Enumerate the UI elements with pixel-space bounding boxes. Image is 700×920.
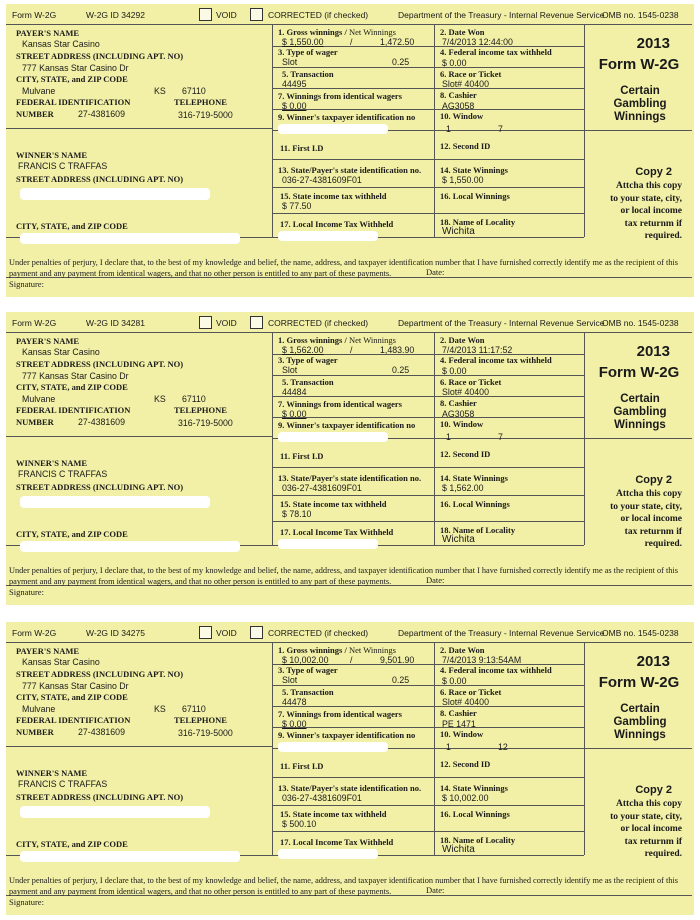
wager-type: Slot xyxy=(282,57,298,67)
redacted-city xyxy=(20,851,240,862)
wager-amount: 0.25 xyxy=(392,365,410,375)
cashier: PE 1471 xyxy=(442,719,476,729)
copy-label: Copy 2 xyxy=(635,784,672,796)
grid-line xyxy=(272,187,584,188)
payer-street: 777 Kansas Star Casino Dr xyxy=(22,63,129,73)
number-label: NUMBER xyxy=(16,417,54,427)
form-label: Form W-2G xyxy=(12,318,57,328)
payer-zip: 67110 xyxy=(182,86,206,96)
box11-label: 11. First I.D xyxy=(280,143,324,153)
winner-city-label: CITY, STATE, and ZIP CODE xyxy=(16,839,128,849)
grid-line xyxy=(272,467,584,468)
locality: Wichita xyxy=(442,534,475,545)
box15-label: 15. State income tax withheld xyxy=(280,809,387,819)
grid-line xyxy=(272,25,273,237)
box10-label: 10. Window xyxy=(440,729,484,739)
window-b: 7 xyxy=(498,124,503,134)
winner-name-label: WINNER'S NAME xyxy=(16,768,88,778)
payer-name-label: PAYER'S NAME xyxy=(16,336,80,346)
grid-line xyxy=(272,396,584,397)
box13-label: 13. State/Payer's state identification no. xyxy=(278,473,422,483)
copy-label: Copy 2 xyxy=(635,474,672,486)
grid-line xyxy=(272,67,584,68)
winner-city-label: CITY, STATE, and ZIP CODE xyxy=(16,221,128,231)
gross-winnings: $ 1,562.00 xyxy=(282,345,324,355)
perjury-statement: Under penalties of perjury, I declare that, to the best of my knowledge and belief, the name, address, and taxpayer identification number that I have furnished correctly identify me as the recipient of this payment and any payment from identical wagers, and that no other person is entitled to any part of these payments. xyxy=(9,566,678,586)
payer-state: KS xyxy=(154,394,166,404)
box1-slash: / xyxy=(350,345,353,355)
form-header xyxy=(6,4,694,24)
perjury-statement: Under penalties of perjury, I declare that, to the best of my knowledge and belief, the name, address, and taxpayer identification number that I have furnished correctly identify me as the recipient of this payment and any payment from identical wagers, and that no other person is entitled to any part of these payments. xyxy=(9,258,678,278)
tax-year: 2013 xyxy=(636,343,670,360)
date-label: Date: xyxy=(426,267,445,277)
box9-label: 9. Winner's taxpayer identification no xyxy=(278,730,416,740)
redacted-address xyxy=(20,496,210,508)
form-title: Form W-2G xyxy=(598,674,680,691)
payer-city-label: CITY, STATE, and ZIP CODE xyxy=(16,74,128,84)
winner-city-label: CITY, STATE, and ZIP CODE xyxy=(16,529,128,539)
redacted-tin xyxy=(278,432,388,442)
race-ticket: Slot# 40400 xyxy=(442,387,489,397)
redacted-local-tax xyxy=(278,231,378,241)
grid-line xyxy=(272,706,584,707)
redacted-city xyxy=(20,233,240,244)
state-id: 036-27-4381609F01 xyxy=(282,793,362,803)
box11-label: 11. First I.D xyxy=(280,451,324,461)
corrected-label: CORRECTED (if checked) xyxy=(268,628,369,638)
form-title: Form W-2G xyxy=(598,364,680,381)
winner-name-label: WINNER'S NAME xyxy=(16,150,88,160)
box14-label: 14. State Winnings xyxy=(440,783,508,793)
box18-label: 18. Name of Locality xyxy=(440,217,516,227)
box9-label: 9. Winner's taxpayer identification no xyxy=(278,420,416,430)
telephone-label: TELEPHONE xyxy=(174,715,227,725)
box1-slash: / xyxy=(350,655,353,665)
box2-label: 2. Date Won xyxy=(440,335,485,345)
federal-tax: $ 0.00 xyxy=(442,58,467,68)
grid-line xyxy=(272,727,584,728)
state-tax: $ 77.50 xyxy=(282,201,312,211)
payer-state: KS xyxy=(154,86,166,96)
w2g-form xyxy=(6,312,694,605)
federal-id-label: FEDERAL IDENTIFICATION xyxy=(16,97,131,107)
box5-label: 5. Transaction xyxy=(282,377,334,387)
corrected-label: CORRECTED (if checked) xyxy=(268,10,369,20)
void-label: VOID xyxy=(216,628,237,638)
form-subtitle: Certain Gambling Winnings xyxy=(613,85,667,123)
box2-label: 2. Date Won xyxy=(440,645,485,655)
box15-label: 15. State income tax withheld xyxy=(280,191,387,201)
date-won: 7/4/2013 12:44:00 xyxy=(442,37,513,47)
telephone-label: TELEPHONE xyxy=(174,405,227,415)
box3-label: 3. Type of wager xyxy=(278,355,338,365)
date-won: 7/4/2013 9:13:54AM xyxy=(442,655,522,665)
copy-instructions: Attcha this copy to your state, city, or local income tax returnm if required. xyxy=(610,489,682,549)
payer-name: Kansas Star Casino xyxy=(22,347,100,357)
box1-slash: / xyxy=(350,37,353,47)
payer-city-label: CITY, STATE, and ZIP CODE xyxy=(16,692,128,702)
payer-name-label: PAYER'S NAME xyxy=(16,28,80,38)
department-label: Department of the Treasury - Internal Revenue Service xyxy=(398,628,605,638)
box1-label: 1. Gross winnings / Net Winnings xyxy=(278,27,396,37)
redacted-tin xyxy=(278,742,388,752)
copy-label: Copy 2 xyxy=(635,166,672,178)
grid-line xyxy=(272,685,584,686)
federal-tax: $ 0.00 xyxy=(442,676,467,686)
winner-name: FRANCIS C TRAFFAS xyxy=(18,161,108,171)
state-tax: $ 500.10 xyxy=(282,819,317,829)
federal-id-label: FEDERAL IDENTIFICATION xyxy=(16,405,131,415)
form-id: W-2G ID 34275 xyxy=(86,628,145,638)
race-ticket: Slot# 40400 xyxy=(442,79,489,89)
locality: Wichita xyxy=(442,226,475,237)
redacted-tin xyxy=(278,124,388,134)
void-checkbox[interactable] xyxy=(199,626,212,639)
form-body xyxy=(6,642,692,896)
grid-line xyxy=(434,643,435,855)
federal-id: 27-4381609 xyxy=(78,727,125,737)
cashier: AG3058 xyxy=(442,101,475,111)
window-b: 12 xyxy=(498,742,508,752)
box7-label: 7. Winnings from identical wagers xyxy=(278,399,402,409)
payer-state: KS xyxy=(154,704,166,714)
number-label: NUMBER xyxy=(16,109,54,119)
box4-label: 4. Federal income tax withheld xyxy=(440,47,552,57)
form-label: Form W-2G xyxy=(12,10,57,20)
federal-id: 27-4381609 xyxy=(78,109,125,119)
telephone: 316-719-5000 xyxy=(178,728,233,738)
box16-label: 16. Local Winnings xyxy=(440,809,510,819)
box12-label: 12. Second ID xyxy=(440,759,491,769)
cashier: AG3058 xyxy=(442,409,475,419)
grid-line xyxy=(272,805,584,806)
transaction: 44495 xyxy=(282,79,307,89)
grid-line xyxy=(272,109,584,110)
form-header xyxy=(6,312,694,332)
payer-street: 777 Kansas Star Casino Dr xyxy=(22,371,129,381)
grid-line xyxy=(272,333,273,545)
box6-label: 6. Race or Ticket xyxy=(440,687,502,697)
form-body xyxy=(6,332,692,586)
winner-name: FRANCIS C TRAFFAS xyxy=(18,469,108,479)
box6-label: 6. Race or Ticket xyxy=(440,377,502,387)
grid-line xyxy=(6,128,272,129)
box4-label: 4. Federal income tax withheld xyxy=(440,355,552,365)
locality: Wichita xyxy=(442,844,475,855)
box9-label: 9. Winner's taxpayer identification no xyxy=(278,112,416,122)
state-id: 036-27-4381609F01 xyxy=(282,483,362,493)
form-label: Form W-2G xyxy=(12,628,57,638)
payer-name-label: PAYER'S NAME xyxy=(16,646,80,656)
identical-wagers: $ 0.00 xyxy=(282,719,307,729)
redacted-city xyxy=(20,541,240,552)
telephone-label: TELEPHONE xyxy=(174,97,227,107)
wager-amount: 0.25 xyxy=(392,675,410,685)
void-label: VOID xyxy=(216,10,237,20)
payer-city: Mulvane xyxy=(22,394,56,404)
window-a: 1 xyxy=(446,742,451,752)
grid-line xyxy=(272,643,273,855)
box7-label: 7. Winnings from identical wagers xyxy=(278,91,402,101)
date-label: Date: xyxy=(426,885,445,895)
identical-wagers: $ 0.00 xyxy=(282,409,307,419)
omb-number: OMB no. 1545-0238 xyxy=(602,10,679,20)
payer-city: Mulvane xyxy=(22,86,56,96)
corrected-checkbox[interactable] xyxy=(250,316,263,329)
telephone: 316-719-5000 xyxy=(178,110,233,120)
state-winnings: $ 1,550.00 xyxy=(442,175,484,185)
box7-label: 7. Winnings from identical wagers xyxy=(278,709,402,719)
department-label: Department of the Treasury - Internal Revenue Service xyxy=(398,318,605,328)
transaction: 44478 xyxy=(282,697,307,707)
grid-line xyxy=(272,777,584,778)
tax-year: 2013 xyxy=(636,35,670,52)
box4-label: 4. Federal income tax withheld xyxy=(440,665,552,675)
box10-label: 10. Window xyxy=(440,111,484,121)
w2g-form xyxy=(6,622,694,915)
redacted-local-tax xyxy=(278,539,378,549)
w2g-form xyxy=(6,4,694,297)
box16-label: 16. Local Winnings xyxy=(440,499,510,509)
payer-street-label: STREET ADDRESS (INCLUDING APT. NO) xyxy=(16,359,184,369)
grid-line xyxy=(6,436,272,437)
box15-label: 15. State income tax withheld xyxy=(280,499,387,509)
signature-label: Signature: xyxy=(9,897,44,907)
grid-line xyxy=(272,417,584,418)
box12-label: 12. Second ID xyxy=(440,449,491,459)
window-a: 1 xyxy=(446,124,451,134)
box3-label: 3. Type of wager xyxy=(278,47,338,57)
omb-number: OMB no. 1545-0238 xyxy=(602,628,679,638)
grid-line xyxy=(272,88,584,89)
date-won: 7/4/2013 11:17:52 xyxy=(442,345,513,355)
payer-zip: 67110 xyxy=(182,394,206,404)
box8-label: 8. Cashier xyxy=(440,398,477,408)
tax-year: 2013 xyxy=(636,653,670,670)
payer-street-label: STREET ADDRESS (INCLUDING APT. NO) xyxy=(16,669,184,679)
box6-label: 6. Race or Ticket xyxy=(440,69,502,79)
grid-line xyxy=(434,333,435,545)
form-title: Form W-2G xyxy=(598,56,680,73)
race-ticket: Slot# 40400 xyxy=(442,697,489,707)
box17-label: 17. Local Income Tax Withheld xyxy=(280,837,394,847)
gross-winnings: $ 10,002.00 xyxy=(282,655,329,665)
window-b: 7 xyxy=(498,432,503,442)
perjury-statement: Under penalties of perjury, I declare that, to the best of my knowledge and belief, the name, address, and taxpayer identification number that I have furnished correctly identify me as the recipient of this payment and any payment from identical wagers, and that no other person is entitled to any part of these payments. xyxy=(9,876,678,896)
state-winnings: $ 1,562.00 xyxy=(442,483,484,493)
number-label: NUMBER xyxy=(16,727,54,737)
payer-name: Kansas Star Casino xyxy=(22,39,100,49)
grid-line xyxy=(434,25,435,237)
wager-type: Slot xyxy=(282,365,298,375)
redacted-local-tax xyxy=(278,849,378,859)
box13-label: 13. State/Payer's state identification no. xyxy=(278,783,422,793)
box18-label: 18. Name of Locality xyxy=(440,835,516,845)
payer-name: Kansas Star Casino xyxy=(22,657,100,667)
form-subtitle: Certain Gambling Winnings xyxy=(613,703,667,741)
copy-instructions: Attcha this copy to your state, city, or local income tax returnm if required. xyxy=(610,799,682,859)
box12-label: 12. Second ID xyxy=(440,141,491,151)
form-body xyxy=(6,24,692,278)
state-winnings: $ 10,002.00 xyxy=(442,793,489,803)
gross-winnings: $ 1,550.00 xyxy=(282,37,324,47)
box8-label: 8. Cashier xyxy=(440,90,477,100)
box5-label: 5. Transaction xyxy=(282,69,334,79)
box18-label: 18. Name of Locality xyxy=(440,525,516,535)
window-a: 1 xyxy=(446,432,451,442)
box10-label: 10. Window xyxy=(440,419,484,429)
signature-label: Signature: xyxy=(9,587,44,597)
corrected-label: CORRECTED (if checked) xyxy=(268,318,369,328)
box11-label: 11. First I.D xyxy=(280,761,324,771)
net-winnings: 1,472.50 xyxy=(380,37,415,47)
box3-label: 3. Type of wager xyxy=(278,665,338,675)
transaction: 44484 xyxy=(282,387,307,397)
grid-line xyxy=(272,213,584,214)
payer-street: 777 Kansas Star Casino Dr xyxy=(22,681,129,691)
box14-label: 14. State Winnings xyxy=(440,165,508,175)
omb-number: OMB no. 1545-0238 xyxy=(602,318,679,328)
state-id: 036-27-4381609F01 xyxy=(282,175,362,185)
grid-line xyxy=(272,159,584,160)
redacted-address xyxy=(20,188,210,200)
winner-street-label: STREET ADDRESS (INCLUDING APT. NO) xyxy=(16,792,184,802)
form-subtitle: Certain Gambling Winnings xyxy=(613,393,667,431)
winner-name-label: WINNER'S NAME xyxy=(16,458,88,468)
corrected-checkbox[interactable] xyxy=(250,626,263,639)
box2-label: 2. Date Won xyxy=(440,27,485,37)
identical-wagers: $ 0.00 xyxy=(282,101,307,111)
federal-tax: $ 0.00 xyxy=(442,366,467,376)
payer-city-label: CITY, STATE, and ZIP CODE xyxy=(16,382,128,392)
box8-label: 8. Cashier xyxy=(440,708,477,718)
wager-amount: 0.25 xyxy=(392,57,410,67)
state-tax: $ 78.10 xyxy=(282,509,312,519)
telephone: 316-719-5000 xyxy=(178,418,233,428)
grid-line xyxy=(272,495,584,496)
winner-name: FRANCIS C TRAFFAS xyxy=(18,779,108,789)
winner-street-label: STREET ADDRESS (INCLUDING APT. NO) xyxy=(16,174,184,184)
box13-label: 13. State/Payer's state identification no. xyxy=(278,165,422,175)
federal-id: 27-4381609 xyxy=(78,417,125,427)
copy-instructions: Attcha this copy to your state, city, or local income tax returnm if required. xyxy=(610,181,682,241)
grid-line xyxy=(272,375,584,376)
box16-label: 16. Local Winnings xyxy=(440,191,510,201)
wager-type: Slot xyxy=(282,675,298,685)
redacted-address xyxy=(20,806,210,818)
grid-line xyxy=(272,521,584,522)
federal-id-label: FEDERAL IDENTIFICATION xyxy=(16,715,131,725)
void-label: VOID xyxy=(216,318,237,328)
department-label: Department of the Treasury - Internal Revenue Service xyxy=(398,10,605,20)
box14-label: 14. State Winnings xyxy=(440,473,508,483)
form-id: W-2G ID 34292 xyxy=(86,10,145,20)
box5-label: 5. Transaction xyxy=(282,687,334,697)
grid-line xyxy=(6,746,272,747)
box1-label: 1. Gross winnings / Net Winnings xyxy=(278,645,396,655)
box17-label: 17. Local Income Tax Withheld xyxy=(280,219,394,229)
void-checkbox[interactable] xyxy=(199,8,212,21)
form-id: W-2G ID 34281 xyxy=(86,318,145,328)
net-winnings: 9,501.90 xyxy=(380,655,415,665)
net-winnings: 1,483.90 xyxy=(380,345,415,355)
winner-street-label: STREET ADDRESS (INCLUDING APT. NO) xyxy=(16,482,184,492)
form-header xyxy=(6,622,694,642)
payer-zip: 67110 xyxy=(182,704,206,714)
payer-city: Mulvane xyxy=(22,704,56,714)
signature-label: Signature: xyxy=(9,279,44,289)
grid-line xyxy=(272,831,584,832)
corrected-checkbox[interactable] xyxy=(250,8,263,21)
date-label: Date: xyxy=(426,575,445,585)
box17-label: 17. Local Income Tax Withheld xyxy=(280,527,394,537)
payer-street-label: STREET ADDRESS (INCLUDING APT. NO) xyxy=(16,51,184,61)
void-checkbox[interactable] xyxy=(199,316,212,329)
box1-label: 1. Gross winnings / Net Winnings xyxy=(278,335,396,345)
